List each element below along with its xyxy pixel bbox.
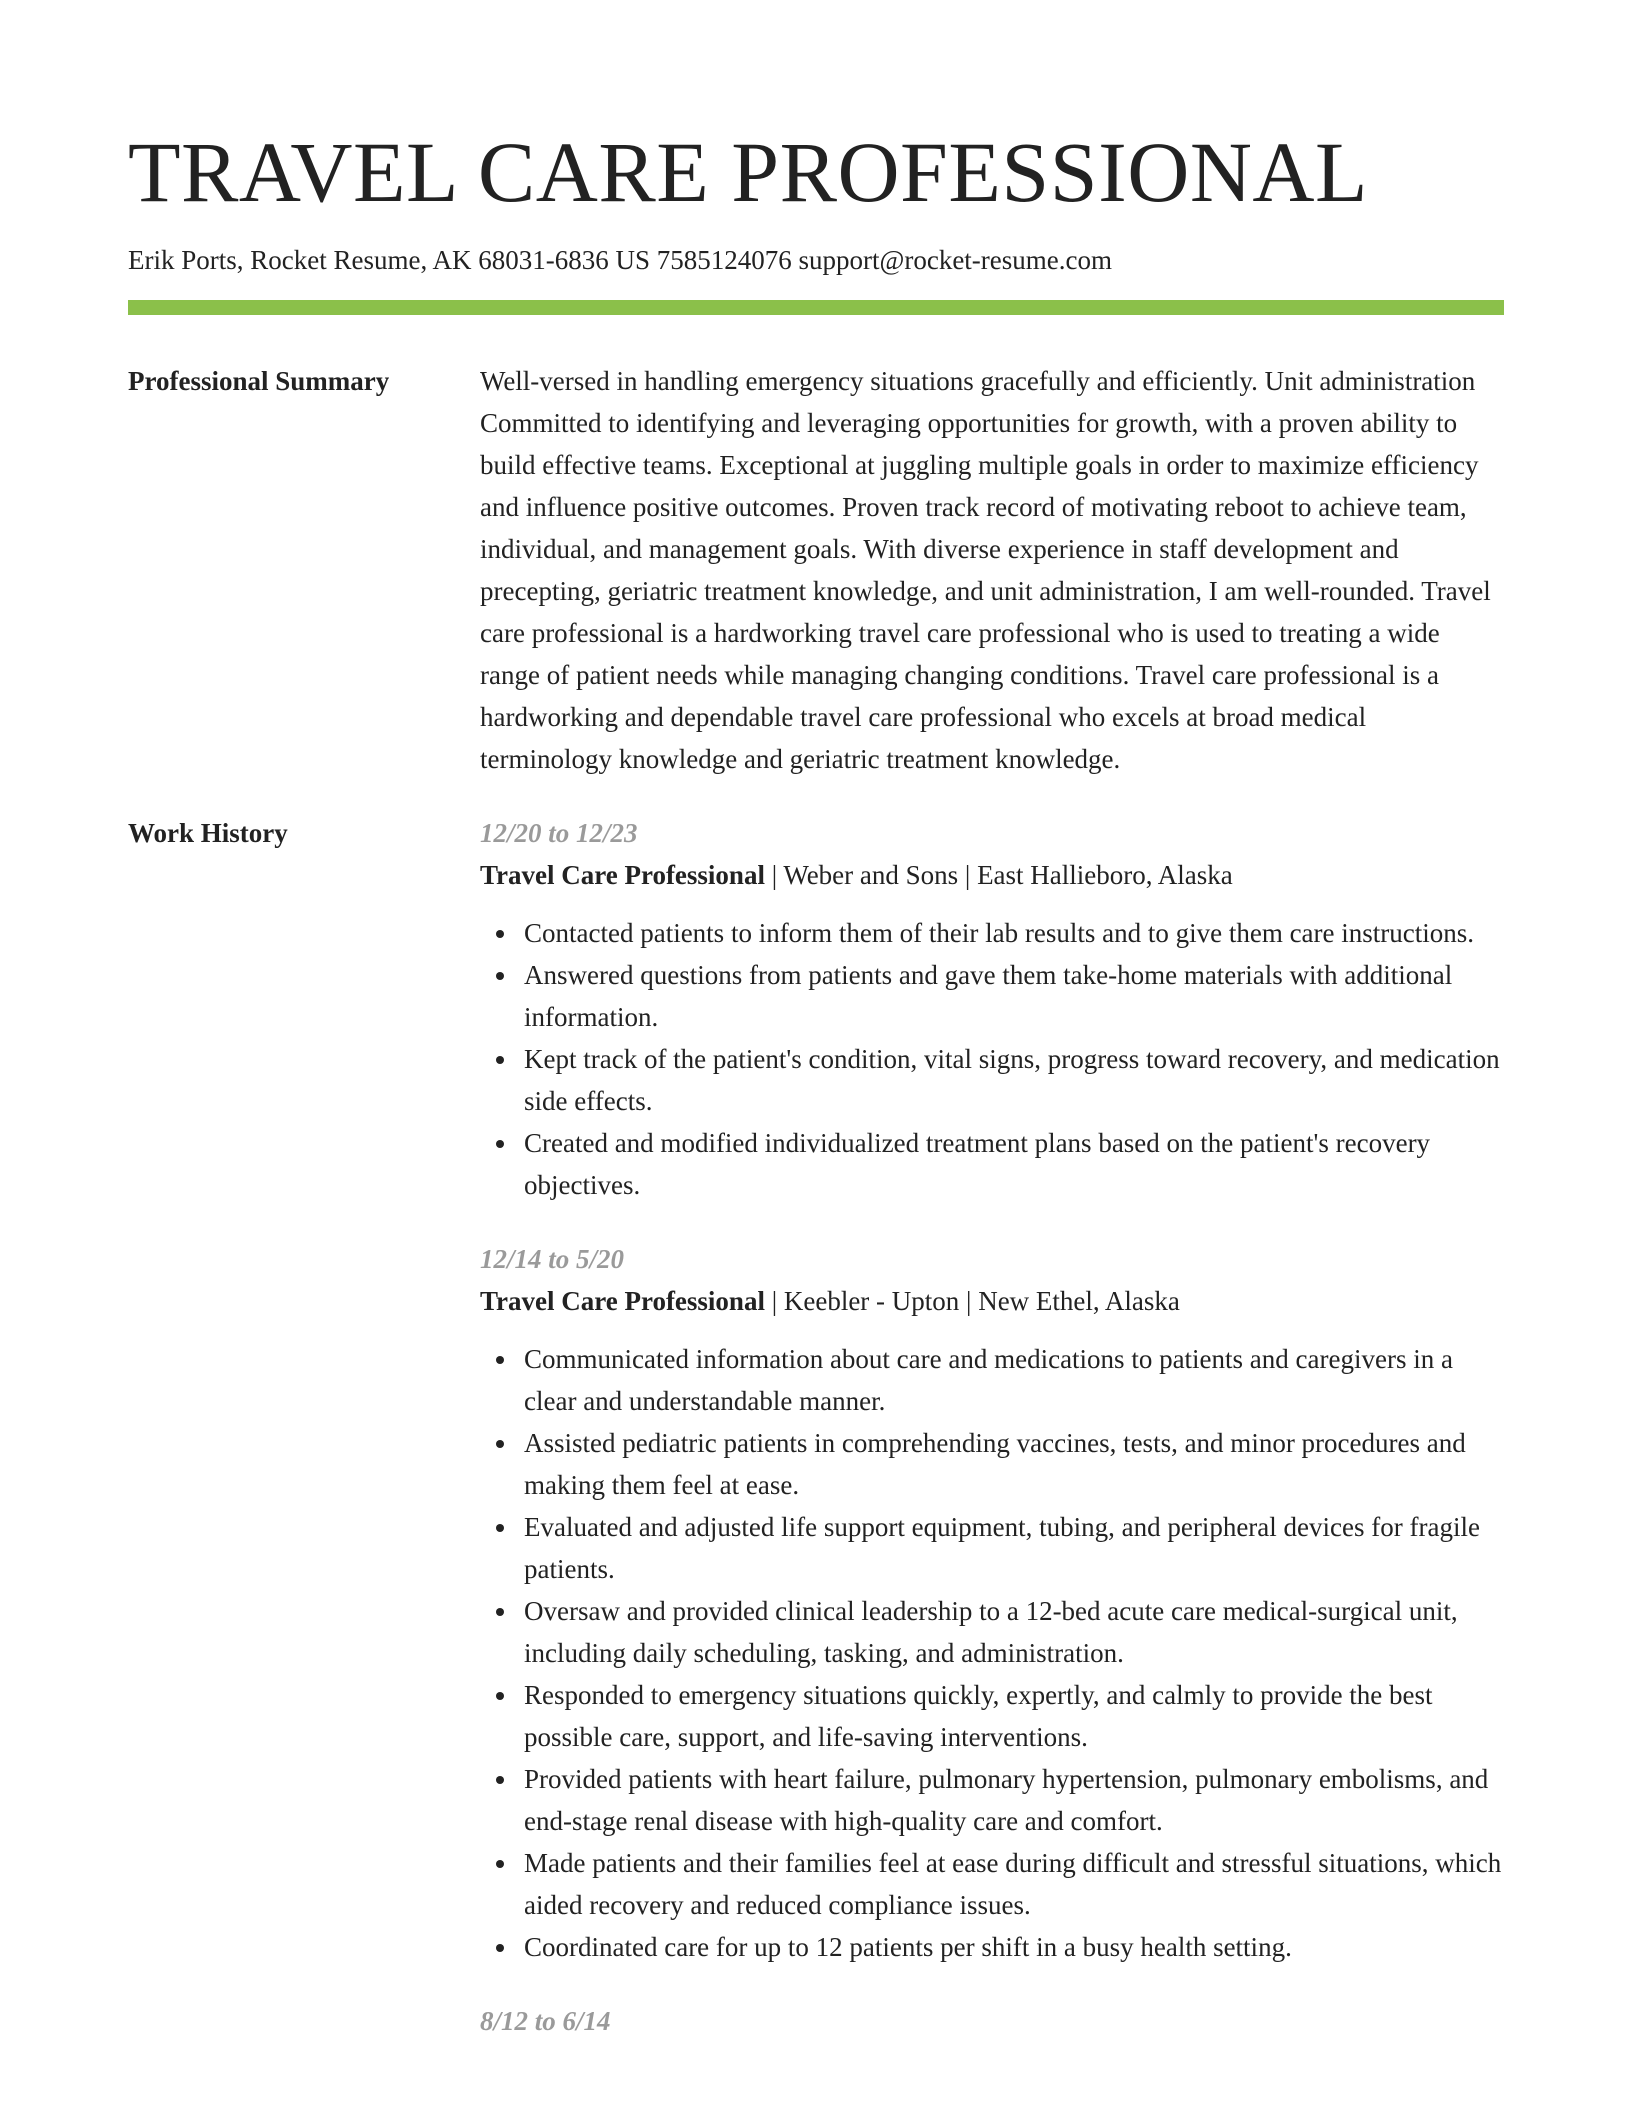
summary-heading: Professional Summary [128,366,390,396]
job-dates: 12/14 to 5/20 [480,1244,625,1274]
job-bullet [524,954,1504,1038]
job-bullet [524,1422,1504,1506]
job-bullet-text: Answered questions from patients and gave them take-home materials with additional information. [524,960,1453,1032]
job-bullet [524,1758,1504,1842]
job-bullets [480,912,1504,1206]
bullet-icon [496,1140,504,1148]
job-bullet-text: Coordinated care for up to 12 patients per shift in a busy health setting. [524,1932,1292,1962]
job-bullet [524,1590,1504,1674]
job-bullet [524,1338,1504,1422]
job-employer-location: | Weber and Sons | East Hallieboro, Alaska [764,860,1233,890]
job-bullet [524,1842,1504,1926]
summary-text: Well-versed in handling emergency situations gracefully and efficiently. Unit administration Committed to identifying and leveraging opportunities for growth, with a proven ability to build effective teams. Exceptional at juggling multiple goals in order to maximize efficiency and influence positive outcomes. Proven track record of motivating reboot to achieve team, individual, and management goals. With diverse experience in staff development and precepting, geriatric treatment knowledge, and unit administration, I am well-rounded. Travel care professional is a hardworking travel care professional who is used to treating a wide range of patient needs while managing changing conditions. Travel care professional is a hardworking and dependable travel care professional who excels at broad medical terminology knowledge and geriatric treatment knowledge. [480,366,1491,774]
bullet-icon [496,1944,504,1952]
bullet-icon [496,1608,504,1616]
job-employer-location: | Keebler - Upton | New Ethel, Alaska [764,1286,1180,1316]
job-bullet-text: Provided patients with heart failure, pulmonary hypertension, pulmonary embolisms, and end-stage renal disease with high-quality care and comfort. [524,1764,1489,1836]
job-bullet-text: Communicated information about care and medications to patients and caregivers in a clear and understandable manner. [524,1344,1453,1416]
job-entry [480,2000,1504,2042]
bullet-icon [496,1776,504,1784]
job-bullet-text: Responded to emergency situations quickly, expertly, and calmly to provide the best possible care, support, and life-saving interventions. [524,1680,1433,1752]
summary-section [128,360,1504,780]
job-bullet-text: Evaluated and adjusted life support equipment, tubing, and peripheral devices for fragile patients. [524,1512,1480,1584]
job-dates: 12/20 to 12/23 [480,818,638,848]
job-bullet-text: Created and modified individualized treatment plans based on the patient's recovery objectives. [524,1128,1431,1200]
resume-page [128,0,1504,2074]
job-entry [480,1238,1504,1968]
job-entry [480,812,1504,1206]
bullet-icon [496,1056,504,1064]
job-heading [480,1280,1504,1322]
job-bullet [524,1674,1504,1758]
job-title: Travel Care Professional [480,860,765,890]
bullet-icon [496,1524,504,1532]
bullet-icon [496,972,504,980]
job-bullet [524,1122,1504,1206]
job-bullet-text: Made patients and their families feel at ease during difficult and stressful situations, which aided recovery and reduced compliance issues. [524,1848,1502,1920]
work-history-section [128,812,1504,2074]
job-bullet [524,1038,1504,1122]
job-bullet [524,1506,1504,1590]
bullet-icon [496,1356,504,1364]
job-bullet-text: Assisted pediatric patients in comprehending vaccines, tests, and minor procedures and making them feel at ease. [524,1428,1466,1500]
job-bullet-text: Contacted patients to inform them of their lab results and to give them care instructions. [524,918,1475,948]
bullet-icon [496,930,504,938]
bullet-icon [496,1692,504,1700]
job-bullet-text: Kept track of the patient's condition, vital signs, progress toward recovery, and medication side effects. [524,1044,1500,1116]
job-bullet-text: Oversaw and provided clinical leadership to a 12-bed acute care medical-surgical unit, including daily scheduling, tasking, and administration. [524,1596,1458,1668]
accent-divider [128,300,1504,315]
job-bullet [524,1926,1504,1968]
job-heading [480,854,1504,896]
resume-title: TRAVEL CARE PROFESSIONAL [128,124,1369,220]
job-bullets [480,1338,1504,1968]
job-bullet [524,912,1504,954]
bullet-icon [496,1860,504,1868]
job-dates: 8/12 to 6/14 [480,2006,611,2036]
bullet-icon [496,1440,504,1448]
job-title: Travel Care Professional [480,1286,765,1316]
work-history-heading: Work History [128,818,288,848]
contact-line: Erik Ports, Rocket Resume, AK 68031-6836 US 7585124076 support@rocket-resume.com [128,245,1112,275]
job-list [480,812,1504,2074]
